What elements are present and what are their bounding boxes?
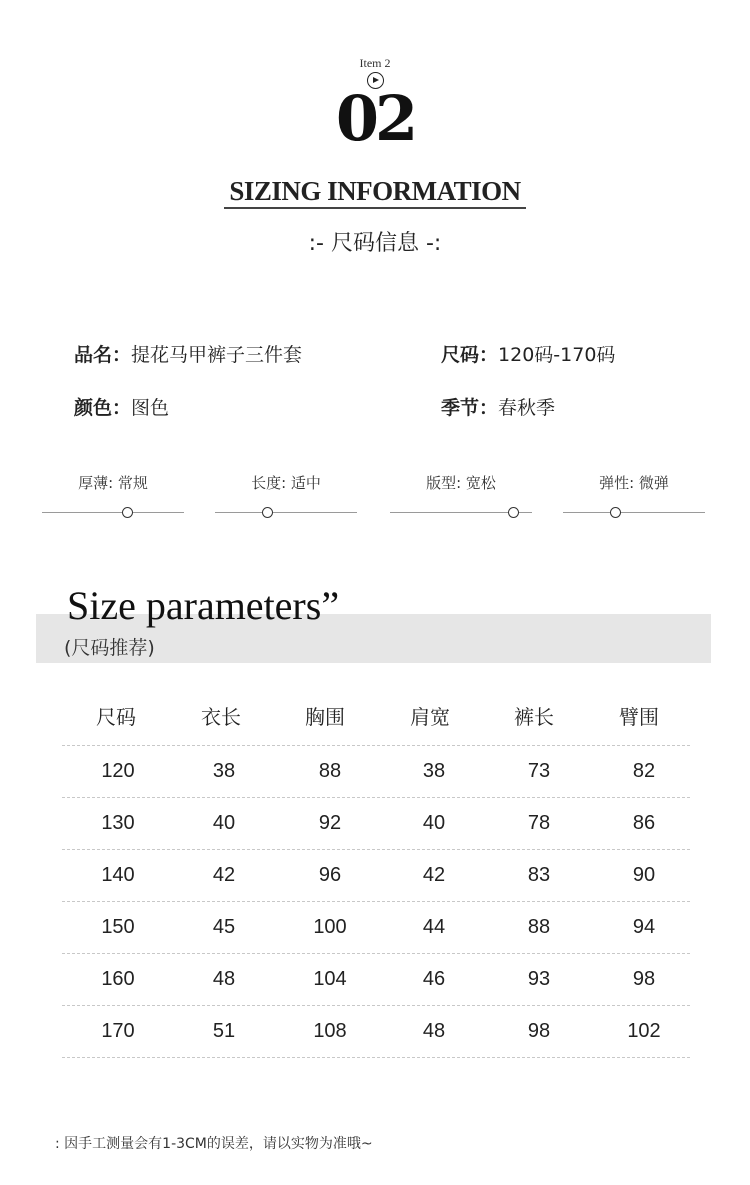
table-cell: 102 — [627, 1020, 661, 1042]
table-cell: 98 — [632, 968, 656, 990]
size-range-value: 120码-170码 — [498, 344, 616, 366]
product-season — [441, 393, 555, 420]
table-cell: 150 — [101, 916, 135, 938]
table-cell: 100 — [313, 916, 347, 938]
table-cell: 120 — [101, 760, 135, 782]
table-cell: 160 — [101, 968, 135, 990]
size-section-subtitle: (尺码推荐) — [64, 637, 155, 659]
section-title: SIZING INFORMATION — [229, 176, 521, 206]
table-cell: 88 — [318, 760, 342, 782]
product-name-value: 提花马甲裤子三件套 — [131, 344, 303, 366]
table-row — [62, 746, 690, 798]
table-cell: 108 — [313, 1020, 347, 1042]
attribute-indicator — [610, 507, 621, 518]
table-cell: 51 — [212, 1020, 236, 1042]
product-name — [74, 340, 302, 367]
table-cell: 82 — [632, 760, 656, 782]
table-cell: 46 — [422, 968, 446, 990]
attribute-fit — [390, 472, 532, 493]
table-cell: 73 — [527, 760, 551, 782]
item-label: Item 2 — [359, 56, 391, 70]
table-cell: 42 — [422, 864, 446, 886]
size-section-title: Size parameters” — [67, 583, 340, 628]
table-cell: 38 — [212, 760, 236, 782]
header-cell-arm: 臂围 — [619, 705, 659, 729]
header-cell-shoulder: 肩宽 — [410, 705, 450, 729]
table-cell: 45 — [212, 916, 236, 938]
product-name-key: 品名： — [74, 344, 132, 366]
table-cell: 38 — [422, 760, 446, 782]
table-cell: 83 — [527, 864, 551, 886]
header-cell-top-length: 衣长 — [201, 705, 241, 729]
table-cell: 130 — [101, 812, 135, 834]
table-row — [62, 954, 690, 1006]
table-header-row — [62, 686, 690, 746]
table-cell: 98 — [527, 1020, 551, 1042]
section-number: 02 — [335, 82, 415, 155]
table-cell: 96 — [318, 864, 342, 886]
title-underline — [224, 207, 526, 209]
attribute-scale — [42, 512, 184, 513]
header-cell-chest: 胸围 — [305, 705, 345, 729]
attribute-indicator — [122, 507, 133, 518]
table-cell: 44 — [422, 916, 446, 938]
table-cell: 78 — [527, 812, 551, 834]
attribute-elasticity — [563, 472, 705, 493]
size-range-key: 尺码： — [441, 344, 499, 366]
attribute-scale — [215, 512, 357, 513]
header-cell-size: 尺码 — [96, 705, 136, 729]
attribute-thickness — [42, 472, 184, 493]
attribute-label: 长度: 适中 — [251, 474, 321, 492]
color-value: 图色 — [131, 397, 170, 419]
header-cell-pants-length: 裤长 — [514, 705, 554, 729]
attribute-label: 版型: 宽松 — [426, 474, 496, 492]
measurement-footnote: : 因手工测量会有1-3CM的误差，请以实物为准哦~ — [55, 1136, 373, 1152]
attribute-label: 弹性: 微弹 — [599, 474, 669, 492]
table-cell: 140 — [101, 864, 135, 886]
product-size-range — [441, 340, 615, 367]
table-cell: 40 — [212, 812, 236, 834]
table-cell: 94 — [632, 916, 656, 938]
table-cell: 48 — [422, 1020, 446, 1042]
table-cell: 48 — [212, 968, 236, 990]
table-cell: 104 — [313, 968, 347, 990]
season-key: 季节： — [441, 397, 499, 419]
size-table — [62, 686, 690, 1058]
table-cell: 40 — [422, 812, 446, 834]
attribute-scale — [563, 512, 705, 513]
attribute-length — [215, 472, 357, 493]
table-cell: 90 — [632, 864, 656, 886]
attribute-indicator — [262, 507, 273, 518]
table-row — [62, 902, 690, 954]
color-key: 颜色： — [74, 397, 132, 419]
attribute-indicator — [508, 507, 519, 518]
table-cell: 92 — [318, 812, 342, 834]
product-color — [74, 393, 169, 420]
table-cell: 93 — [527, 968, 551, 990]
season-value: 春秋季 — [498, 397, 556, 419]
table-cell: 86 — [632, 812, 656, 834]
table-row — [62, 850, 690, 902]
table-cell: 42 — [212, 864, 236, 886]
section-subtitle: :- 尺码信息 -: — [308, 231, 442, 256]
attribute-label: 厚薄: 常规 — [78, 474, 148, 492]
table-cell: 88 — [527, 916, 551, 938]
table-row — [62, 1006, 690, 1058]
table-row — [62, 798, 690, 850]
table-cell: 170 — [101, 1020, 135, 1042]
